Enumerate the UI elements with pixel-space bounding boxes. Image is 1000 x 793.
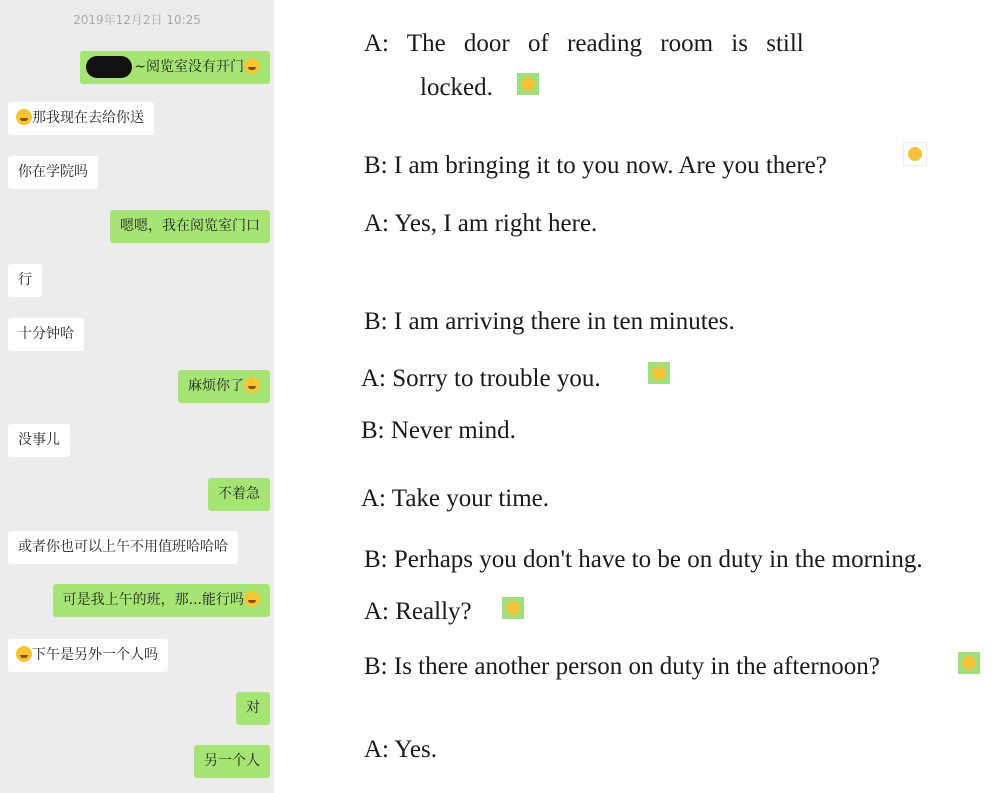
message-text: 十分钟哈 xyxy=(18,326,74,342)
laugh-cry-emoji xyxy=(903,142,927,166)
message-text: 对 xyxy=(246,700,260,716)
message-text: 或者你也可以上午不用值班哈哈哈 xyxy=(18,539,228,555)
laugh-cry-emoji xyxy=(958,652,980,674)
translation-line: B: Perhaps you don't have to be on duty in the morning. xyxy=(364,546,923,573)
translation-line: A: Yes, I am right here. xyxy=(364,210,598,237)
message-text: 下午是另外一个人吗 xyxy=(32,647,158,663)
message-text: 不着急 xyxy=(218,486,260,502)
message-text: ~阅览室没有开门 xyxy=(134,59,244,75)
message-text: 那我现在去给你送 xyxy=(32,110,144,126)
translation-line: A: Yes. xyxy=(364,736,437,763)
translation-line: B: I am bringing it to you now. Are you there? xyxy=(364,152,827,179)
message-text: 你在学院吗 xyxy=(18,164,88,180)
message-text: 没事儿 xyxy=(18,432,60,448)
translation-line: B: Never mind. xyxy=(361,417,516,444)
laugh-cry-emoji xyxy=(517,73,539,95)
laugh-cry-emoji xyxy=(648,362,670,384)
translation-line: B: I am arriving there in ten minutes. xyxy=(364,308,735,335)
translation-line: locked. xyxy=(420,74,493,101)
translation-line: A: Really? xyxy=(364,598,472,625)
translation-line: B: Is there another person on duty in the afternoon? xyxy=(364,653,880,680)
translation-line: A: Sorry to trouble you. xyxy=(361,365,601,392)
laugh-cry-emoji xyxy=(502,597,524,619)
translation-line: A: The door of reading room is still xyxy=(364,30,804,57)
message-text: 嗯嗯，我在阅览室门口 xyxy=(120,218,260,234)
message-text: 行 xyxy=(18,272,32,288)
message-text: 麻烦你了 xyxy=(188,378,244,394)
chat-timestamp: 2019年12月2日 10:25 xyxy=(73,13,201,27)
message-text: 可是我上午的班，那...能行吗 xyxy=(62,592,244,608)
message-text: 另一个人 xyxy=(204,753,260,769)
translation-line: A: Take your time. xyxy=(361,485,550,512)
